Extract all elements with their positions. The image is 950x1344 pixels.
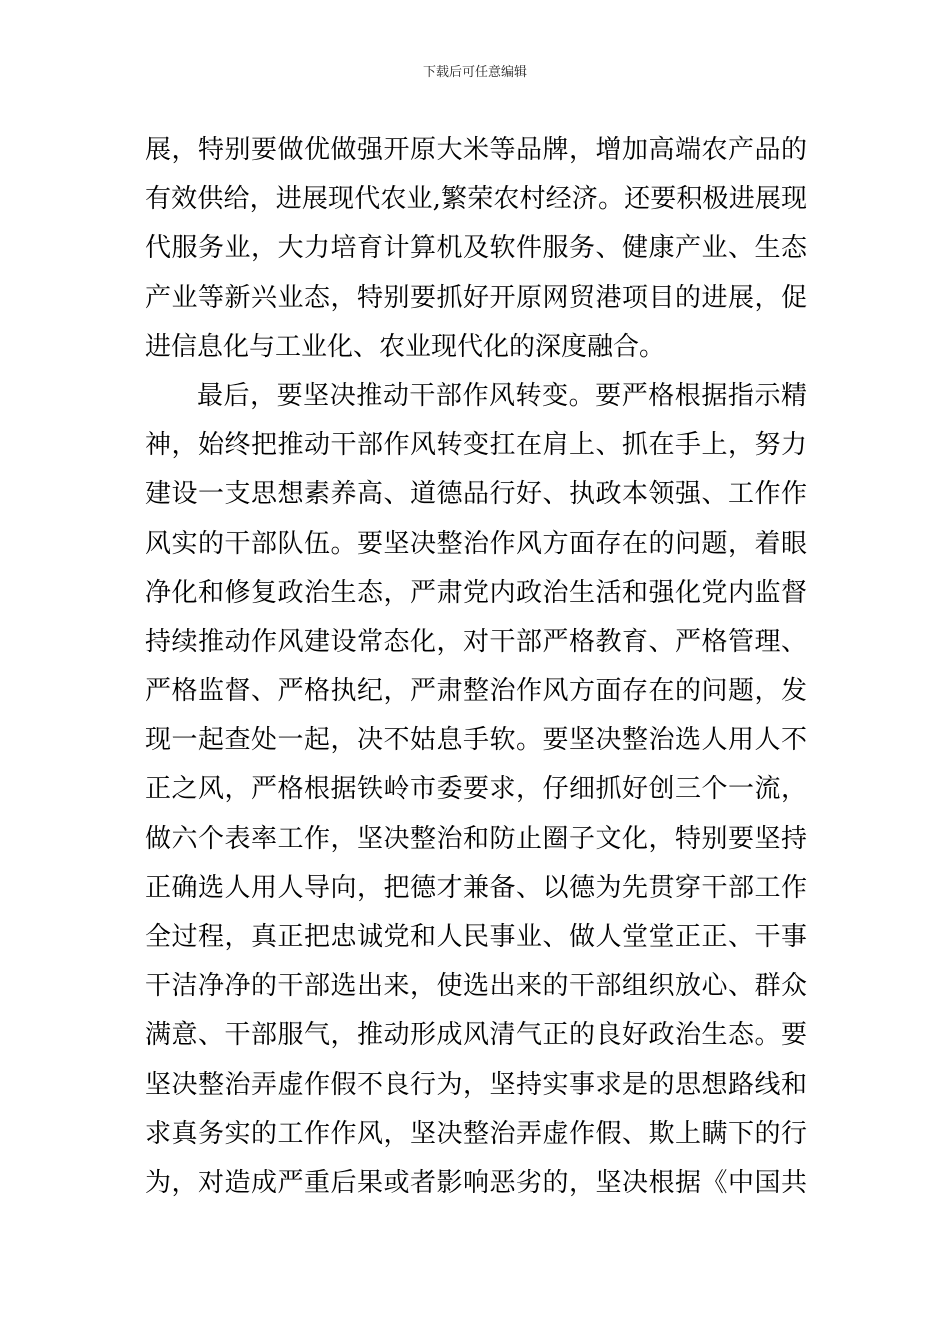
text-line: 代服务业，大力培育计算机及软件服务、健康产业、生态 (145, 233, 807, 264)
text-line: 有效供给，进展现代农业,繁荣农村经济。还要积极进展现 (145, 184, 807, 215)
text-line: 展，特别要做优做强开原大米等品牌，增加高端农产品的 (145, 135, 807, 165)
paragraph-first-line: 最后，要坚决推动干部作风转变。要严格根据指示精 (197, 380, 807, 411)
text-line: 为，对造成严重后果或者影响恶劣的，坚决根据《中国共 (145, 1167, 807, 1198)
body-text (145, 126, 807, 1208)
text-line: 求真务实的工作作风，坚决整治弄虚作假、欺上瞒下的行 (145, 1118, 807, 1149)
text-line: 干洁净净的干部选出来，使选出来的干部组织放心、群众 (145, 971, 807, 1002)
text-line: 严格监督、严格执纪，严肃整治作风方面存在的问题，发 (145, 676, 807, 707)
text-line: 满意、干部服气，推动形成风清气正的良好政治生态。要 (145, 1020, 807, 1051)
text-line: 净化和修复政治生态，严肃党内政治生活和强化党内监督 (145, 577, 807, 608)
page-header: 下载后可任意编辑 (422, 65, 527, 80)
text-line: 建设一支思想素养高、道德品行好、执政本领强、工作作 (145, 479, 807, 510)
text-line: 全过程，真正把忠诚党和人民事业、做人堂堂正正、干事 (145, 922, 807, 952)
text-line: 持续推动作风建设常态化，对干部严格教育、严格管理、 (145, 626, 807, 657)
text-line: 风实的干部队伍。要坚决整治作风方面存在的问题，着眼 (145, 528, 807, 559)
text-line: 正确选人用人导向，把德才兼备、以德为先贯穿干部工作 (145, 872, 807, 903)
text-line: 正之风，严格根据铁岭市委要求，仔细抓好创三个一流， (145, 774, 807, 805)
text-line: 现一起查处一起，决不姑息手软。要坚决整治选人用人不 (145, 725, 807, 756)
text-line: 做六个表率工作，坚决整治和防止圈子文化，特别要坚持 (145, 823, 807, 854)
text-line: 神，始终把推动干部作风转变扛在肩上、抓在手上，努力 (145, 430, 807, 461)
text-line: 产业等新兴业态，特别要抓好开原网贸港项目的进展，促 (145, 282, 807, 313)
text-line: 进信息化与工业化、农业现代化的深度融合。 (145, 331, 666, 362)
text-line: 坚决整治弄虚作假不良行为，坚持实事求是的思想路线和 (145, 1069, 807, 1100)
